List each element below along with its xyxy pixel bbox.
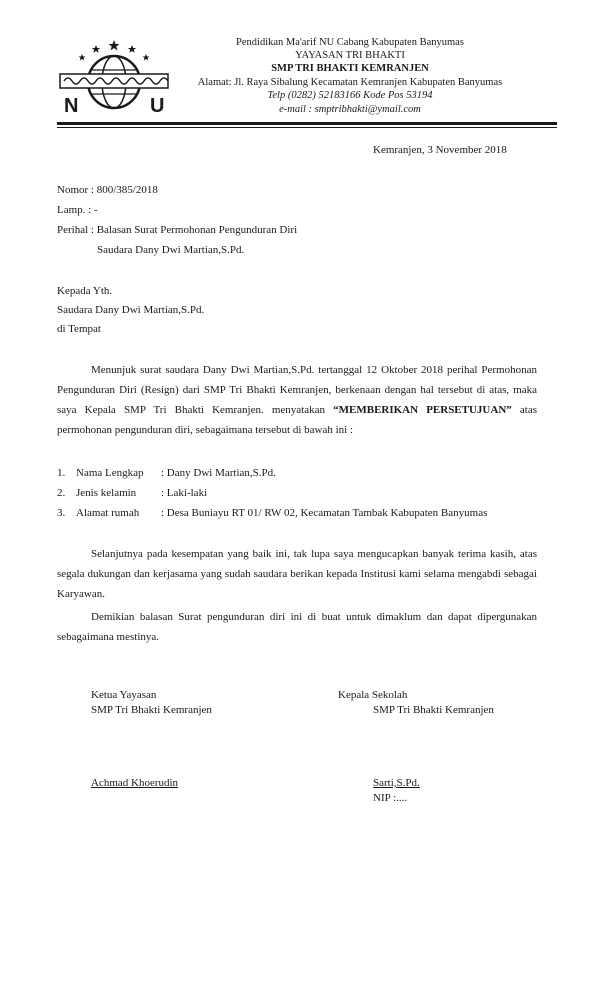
letterhead-line-1: Pendidikan Ma'arif NU Cabang Kabupaten Banyumas bbox=[236, 37, 464, 48]
list-label-1: Nama Lengkap bbox=[76, 467, 144, 479]
recipient-line-1: Kepada Yth. bbox=[57, 285, 113, 297]
list-label-3: Alamat rumah bbox=[76, 507, 140, 519]
recipient-line-2: Saudara Dany Dwi Martian,S.Pd. bbox=[57, 304, 205, 316]
body-paragraph-2-text: Selanjutnya pada kesempatan yang baik ini, tak lupa saya mengucapkan banyak terima kasih, atas segala dukungan dan kerjasama yang sudah saudara berikan kepada Institusi kami selama mengabdi sebagai Karyawan. bbox=[57, 548, 537, 600]
recipient-line-3: di Tempat bbox=[57, 323, 101, 335]
list-num-2: 2. bbox=[57, 487, 66, 499]
body-paragraph-3 bbox=[57, 607, 537, 647]
letter-perihal-cont: Saudara Dany Dwi Martian,S.Pd. bbox=[97, 244, 245, 256]
list-num-3: 3. bbox=[57, 507, 66, 519]
list-label-2: Jenis kelamin bbox=[76, 487, 137, 499]
body-paragraph-1-b: atas permohonan pengunduran diri, sebagaimana tersebut di bawah ini : bbox=[57, 404, 537, 436]
letterhead-email: e-mail : smptribhakti@ymail.com bbox=[279, 104, 421, 115]
body-paragraph-1-bold: “MEMBERIKAN PERSETUJUAN” bbox=[333, 404, 512, 416]
body-paragraph-2 bbox=[57, 544, 537, 604]
list-value-3: : Desa Buniayu RT 01/ RW 02, Kecamatan Tambak Kabupaten Banyumas bbox=[161, 507, 488, 519]
signature-right-name: Sarti,S.Pd. bbox=[373, 777, 420, 789]
logo-letter-n: N bbox=[64, 95, 79, 117]
logo-letter-u: U bbox=[150, 95, 165, 117]
letterhead-rule-thick bbox=[57, 122, 557, 125]
list-value-2: : Laki-laki bbox=[161, 487, 208, 499]
letter-date: Kemranjen, 3 November 2018 bbox=[373, 144, 507, 156]
list-value-1: : Dany Dwi Martian,S.Pd. bbox=[161, 467, 276, 479]
letterhead-phone: Telp (0282) 52183166 Kode Pos 53194 bbox=[267, 90, 433, 101]
nu-logo-icon bbox=[58, 38, 170, 118]
letterhead-line-2: YAYASAN TRI BHAKTI bbox=[295, 50, 405, 61]
letter-lamp: Lamp. : - bbox=[57, 204, 98, 216]
signature-right-nip: NIP :.... bbox=[373, 792, 408, 804]
signature-left-name: Achmad Khoerudin bbox=[91, 777, 179, 789]
letter-nomor: Nomor : 800/385/2018 bbox=[57, 184, 158, 196]
body-paragraph-3-text: Demikian balasan Surat pengunduran diri ini di buat untuk dimaklum dan dapat dipergunakan sebagaimana mestinya. bbox=[57, 611, 537, 643]
letterhead-rule-thin bbox=[57, 127, 557, 128]
letterhead-school-name: SMP TRI BHAKTI KEMRANJEN bbox=[271, 63, 429, 74]
signature-right-org: SMP Tri Bhakti Kemranjen bbox=[373, 704, 494, 716]
body-paragraph-1-a: Menunjuk surat saudara Dany Dwi Martian,S.Pd. tertanggal 12 Oktober 2018 perihal Permohonan Pengunduran Diri (Resign) dari SMP Tri Bhakti Kemranjen, berkenaan dengan hal tersebut di atas, maka saya Kepala SMP Tri Bhakti Kemranjen. menyatakan bbox=[57, 364, 537, 416]
signature-right-title: Kepala Sekolah bbox=[338, 689, 408, 701]
letter-perihal: Perihal : Balasan Surat Permohonan Pengunduran Diri bbox=[57, 224, 298, 236]
letterhead-address: Alamat: Jl. Raya Sibalung Kecamatan Kemranjen Kabupaten Banyumas bbox=[197, 77, 503, 88]
list-num-1: 1. bbox=[57, 467, 66, 479]
signature-left-title: Ketua Yayasan bbox=[91, 689, 157, 701]
body-paragraph-1 bbox=[57, 360, 537, 440]
signature-left-org: SMP Tri Bhakti Kemranjen bbox=[91, 704, 212, 716]
